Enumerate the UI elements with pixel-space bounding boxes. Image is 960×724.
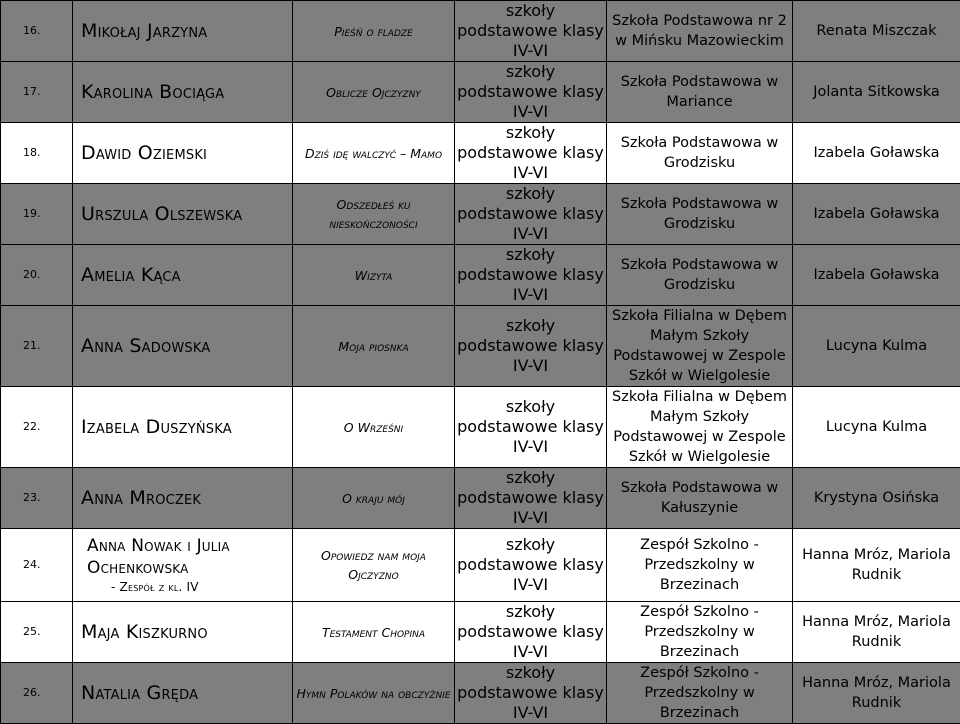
school-name: Zespół Szkolno -Przedszkolny w Brzezinach	[607, 663, 793, 724]
row-number: 18.	[1, 123, 73, 184]
poem-title: O kraju mój	[293, 468, 455, 529]
school-name: Szkoła Podstawowa w Grodzisku	[607, 184, 793, 245]
table-row	[1, 529, 960, 602]
teacher-name: Hanna Mróz, Mariola Rudnik	[793, 602, 960, 663]
table-row	[1, 663, 960, 724]
participant-name: Anna Nowak i Julia Ochenkowska - Zespół z kl. IV	[73, 529, 293, 602]
school-name: Zespół Szkolno -Przedszkolny w Brzezinach	[607, 529, 793, 602]
category: szkoły podstawowe klasy IV-VI	[455, 306, 607, 387]
table-row	[1, 387, 960, 468]
participant-name: Mikołaj Jarzyna	[73, 1, 293, 62]
table-row	[1, 306, 960, 387]
category: szkoły podstawowe klasy IV-VI	[455, 123, 607, 184]
row-number: 22.	[1, 387, 73, 468]
row-number: 19.	[1, 184, 73, 245]
row-number: 25.	[1, 602, 73, 663]
poem-title: Wizyta	[293, 245, 455, 306]
category: szkoły podstawowe klasy IV-VI	[455, 245, 607, 306]
category: szkoły podstawowe klasy IV-VI	[455, 62, 607, 123]
poem-title: Oblicze Ojczyzny	[293, 62, 455, 123]
category: szkoły podstawowe klasy IV-VI	[455, 529, 607, 602]
teacher-name: Hanna Mróz, Mariola Rudnik	[793, 663, 960, 724]
participant-name: Natalia Gręda	[73, 663, 293, 724]
poem-title: Pieśń o fladze	[293, 1, 455, 62]
poem-title: Dziś idę walczyć – Mamo	[293, 123, 455, 184]
row-number: 17.	[1, 62, 73, 123]
school-name: Szkoła Filialna w Dębem Małym Szkoły Podstawowej w Zespole Szkół w Wielgolesie	[607, 306, 793, 387]
table-row	[1, 468, 960, 529]
participant-name: Dawid Oziemski	[73, 123, 293, 184]
school-name: Szkoła Podstawowa w Grodzisku	[607, 123, 793, 184]
participant-name: Izabela Duszyńska	[73, 387, 293, 468]
category: szkoły podstawowe klasy IV-VI	[455, 602, 607, 663]
row-number: 21.	[1, 306, 73, 387]
poem-title: Hymn Polaków na obczyźnie	[293, 663, 455, 724]
participant-name: Anna Sadowska	[73, 306, 293, 387]
category: szkoły podstawowe klasy IV-VI	[455, 1, 607, 62]
category: szkoły podstawowe klasy IV-VI	[455, 468, 607, 529]
table-row	[1, 245, 960, 306]
teacher-name: Renata Miszczak	[793, 1, 960, 62]
table-row	[1, 123, 960, 184]
poem-title: Moja piosnka	[293, 306, 455, 387]
school-name: Szkoła Podstawowa w Grodzisku	[607, 245, 793, 306]
teacher-name: Lucyna Kulma	[793, 306, 960, 387]
participant-name: Anna Mroczek	[73, 468, 293, 529]
row-number: 23.	[1, 468, 73, 529]
table-row	[1, 184, 960, 245]
participant-name: Amelia Kąca	[73, 245, 293, 306]
school-name: Szkoła Filialna w Dębem Małym Szkoły Podstawowej w Zespole Szkół w Wielgolesie	[607, 387, 793, 468]
participant-group-note: - Zespół z kl. IV	[87, 579, 290, 595]
school-name: Szkoła Podstawowa nr 2 w Mińsku Mazowieckim	[607, 1, 793, 62]
category: szkoły podstawowe klasy IV-VI	[455, 387, 607, 468]
poem-title: Odszedłeś ku nieskończoności	[293, 184, 455, 245]
poem-title: Testament Chopina	[293, 602, 455, 663]
table-row	[1, 62, 960, 123]
poem-title: Opowiedz nam moja Ojczyzno	[293, 529, 455, 602]
school-name: Szkoła Podstawowa w Mariance	[607, 62, 793, 123]
teacher-name: Izabela Goławska	[793, 245, 960, 306]
teacher-name: Krystyna Osińska	[793, 468, 960, 529]
row-number: 24.	[1, 529, 73, 602]
school-name: Szkoła Podstawowa w Kałuszynie	[607, 468, 793, 529]
row-number: 20.	[1, 245, 73, 306]
teacher-name: Lucyna Kulma	[793, 387, 960, 468]
table-row	[1, 602, 960, 663]
row-number: 26.	[1, 663, 73, 724]
teacher-name: Izabela Goławska	[793, 123, 960, 184]
school-name: Zespół Szkolno -Przedszkolny w Brzezinach	[607, 602, 793, 663]
poem-title: O Wrześni	[293, 387, 455, 468]
table-row	[1, 1, 960, 62]
category: szkoły podstawowe klasy IV-VI	[455, 663, 607, 724]
participant-name: Urszula Olszewska	[73, 184, 293, 245]
teacher-name: Jolanta Sitkowska	[793, 62, 960, 123]
participant-name: Karolina Bociąga	[73, 62, 293, 123]
teacher-name: Izabela Goławska	[793, 184, 960, 245]
row-number: 16.	[1, 1, 73, 62]
teacher-name: Hanna Mróz, Mariola Rudnik	[793, 529, 960, 602]
participant-name: Maja Kiszkurno	[73, 602, 293, 663]
category: szkoły podstawowe klasy IV-VI	[455, 184, 607, 245]
